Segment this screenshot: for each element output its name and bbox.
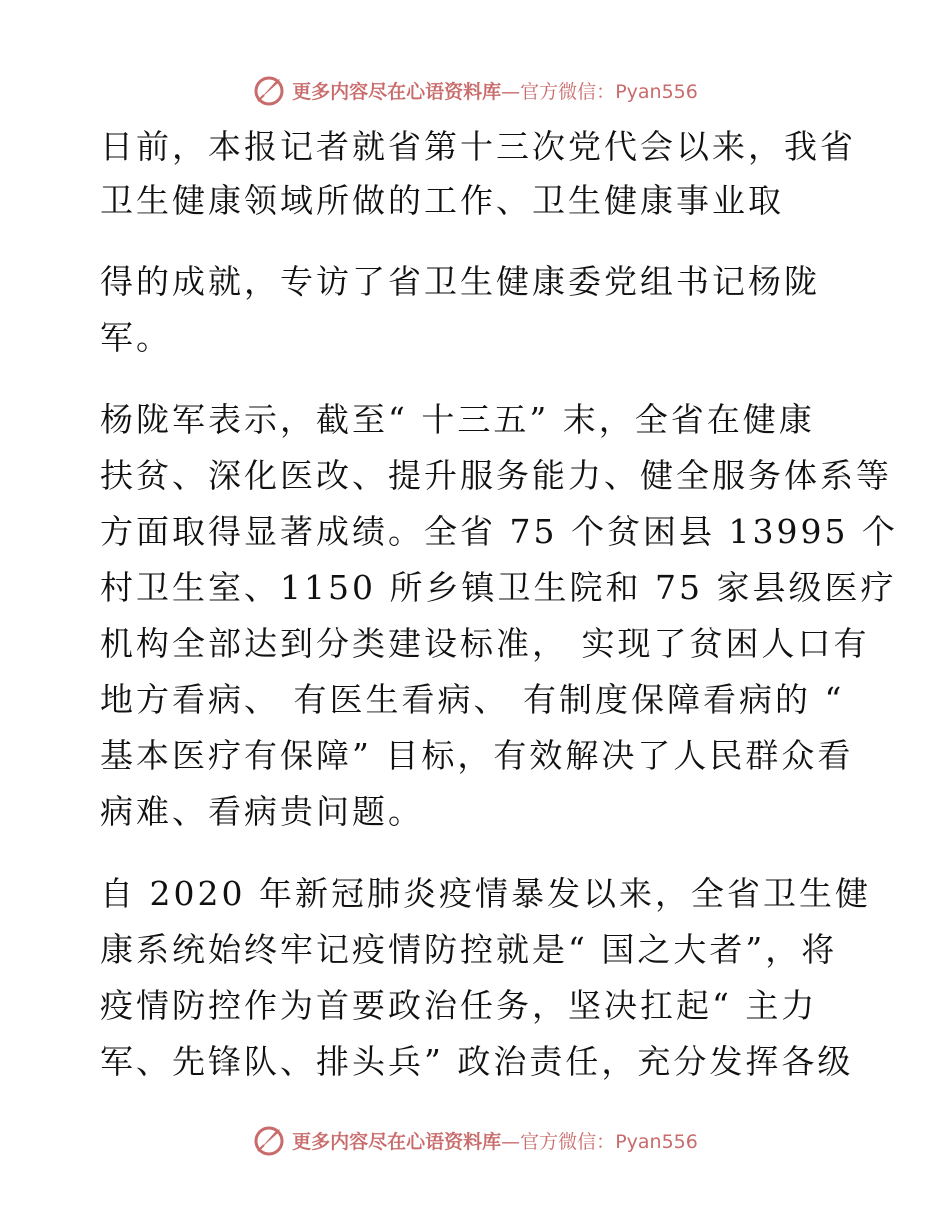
text-line: 机构全部达到分类建设标准， 实现了贫困人口有 bbox=[100, 624, 870, 663]
watermark-title: 更多内容尽在心语资料库 bbox=[292, 80, 502, 103]
watermark-label: 官方微信： bbox=[520, 80, 616, 103]
text-line: 自 2020 年新冠肺炎疫情暴发以来，全省卫生健 bbox=[100, 874, 871, 913]
watermark-dash: — bbox=[501, 1130, 521, 1153]
paragraph bbox=[100, 866, 871, 1090]
text-line: 扶贫、深化医改、提升服务能力、健全服务体系等 bbox=[100, 456, 892, 495]
text-line: 康系统始终牢记疫情防控就是“ 国之大者”，将 bbox=[100, 930, 838, 969]
document-body bbox=[100, 120, 898, 1116]
text-line: 卫生健康领域所做的工作、卫生健康事业取 bbox=[100, 181, 784, 220]
text-line: 军、先锋队、排头兵” 政治责任，充分发挥各级 bbox=[100, 1042, 854, 1081]
text-line: 得的成就，专访了省卫生健康委党组书记杨陇 bbox=[100, 262, 820, 301]
watermark-dash: — bbox=[501, 80, 521, 103]
paragraph bbox=[100, 392, 898, 840]
watermark-label: 官方微信： bbox=[520, 1130, 616, 1153]
text-line: 杨陇军表示，截至“ 十三五” 末，全省在健康 bbox=[100, 400, 815, 439]
text-line: 村卫生室、1150 所乡镇卫生院和 75 家县级医疗 bbox=[100, 568, 897, 607]
footer-watermark bbox=[0, 1120, 950, 1160]
watermark-text bbox=[292, 1127, 698, 1154]
text-line: 病难、看病贵问题。 bbox=[100, 792, 424, 831]
paragraph bbox=[100, 120, 860, 228]
text-line: 军。 bbox=[100, 318, 172, 357]
text-line: 基本医疗有保障” 目标，有效解决了人民群众看 bbox=[100, 736, 854, 775]
text-line: 方面取得显著成绩。全省 75 个贫困县 13995 个 bbox=[100, 512, 898, 551]
text-line: 地方看病、 有医生看病、 有制度保障看病的 “ bbox=[100, 680, 845, 719]
watermark-wechat-id: Pyan556 bbox=[615, 80, 698, 103]
quill-in-circle-icon bbox=[252, 1123, 286, 1157]
watermark-text bbox=[292, 77, 698, 104]
text-line: 日前，本报记者就省第十三次党代会以来，我省 bbox=[100, 127, 856, 166]
watermark-wechat-id: Pyan556 bbox=[615, 1130, 698, 1153]
header-watermark bbox=[0, 70, 950, 110]
watermark-title: 更多内容尽在心语资料库 bbox=[292, 1130, 502, 1153]
quill-in-circle-icon bbox=[252, 73, 286, 107]
paragraph bbox=[100, 254, 860, 366]
text-line: 疫情防控作为首要政治任务，坚决扛起“ 主力 bbox=[100, 986, 818, 1025]
